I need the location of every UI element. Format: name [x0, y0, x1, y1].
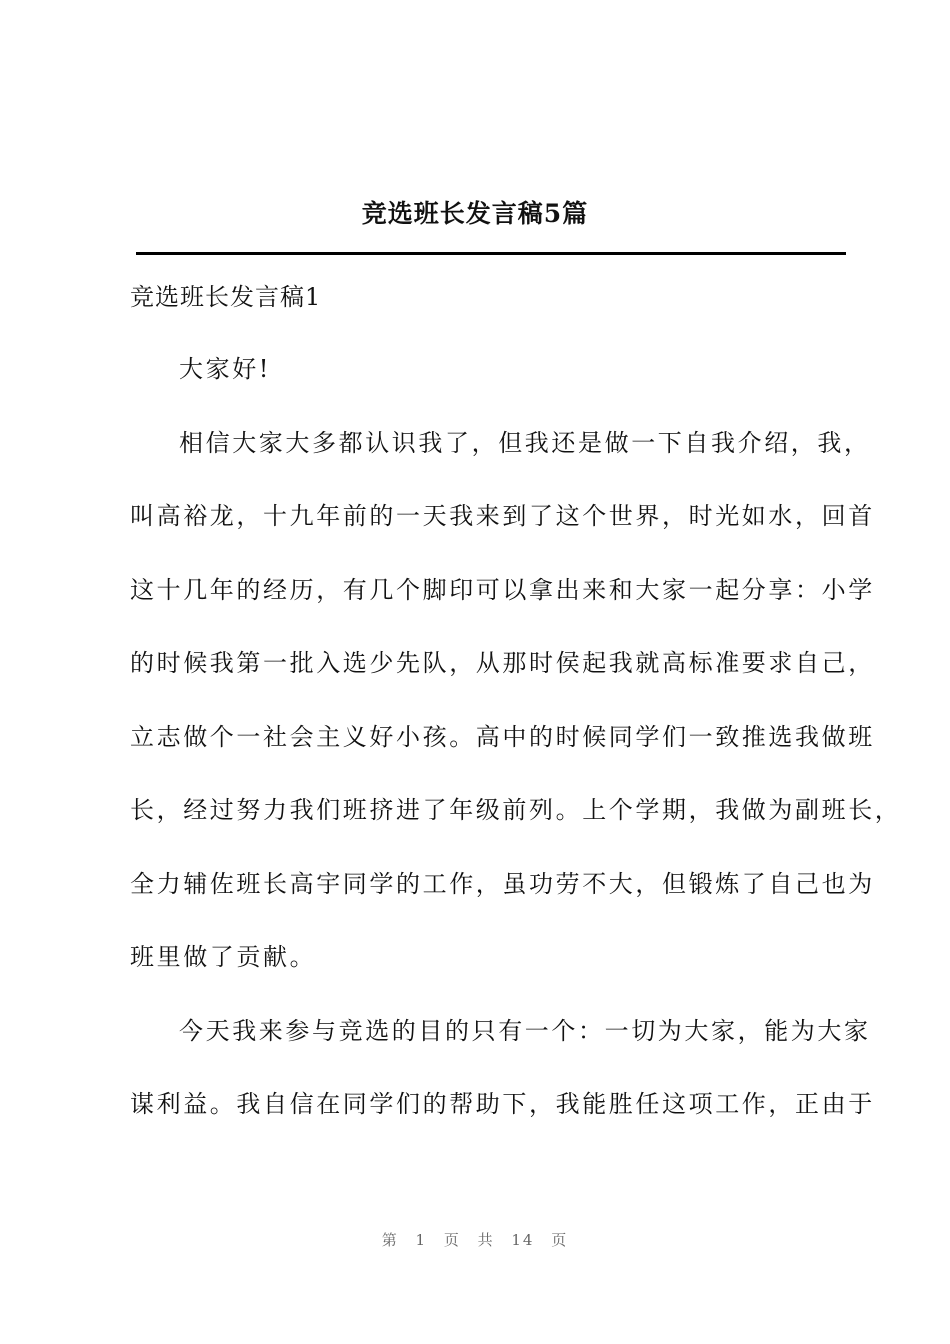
text-line: 班里做了贡献。 [130, 943, 317, 971]
text-line: 长，经过努力我们班挤进了年级前列。上个学期，我做为副班长， [130, 796, 902, 824]
text-line: 立志做个一社会主义好小孩。高中的时候同学们一致推选我做班 [130, 722, 875, 751]
paragraph-greeting [130, 352, 830, 426]
text-line: 叫高裕龙，十九年前的一天我来到了这个世界，时光如水，回首 [130, 502, 875, 530]
paragraph-purpose [130, 1014, 875, 1161]
text-line: 的时候我第一批入选少先队，从那时侯起我就高标准要求自己， [130, 649, 875, 677]
text-line: 这十几年的经历，有几个脚印可以拿出来和大家一起分享：小学 [130, 575, 875, 604]
page-footer: 第 1 页 共 14 页 [381, 1231, 569, 1249]
text-line: 全力辅佐班长高宇同学的工作，虽功劳不大，但锻炼了自己也为 [130, 869, 875, 898]
text-line: 相信大家大多都认识我了，但我还是做一下自我介绍，我， [179, 428, 871, 457]
body-text [130, 352, 902, 1161]
document-title: 竞选班长发言稿5篇 [361, 199, 589, 228]
text-line: 谋利益。我自信在同学们的帮助下，我能胜任这项工作，正由于 [130, 1090, 875, 1118]
section-heading: 竞选班长发言稿1 [130, 283, 322, 311]
text-line: 今天我来参与竞选的目的只有一个：一切为大家，能为大家 [179, 1016, 871, 1045]
text-line: 大家好! [179, 355, 272, 383]
title-divider [136, 252, 846, 255]
paragraph-introduction [130, 426, 902, 1014]
